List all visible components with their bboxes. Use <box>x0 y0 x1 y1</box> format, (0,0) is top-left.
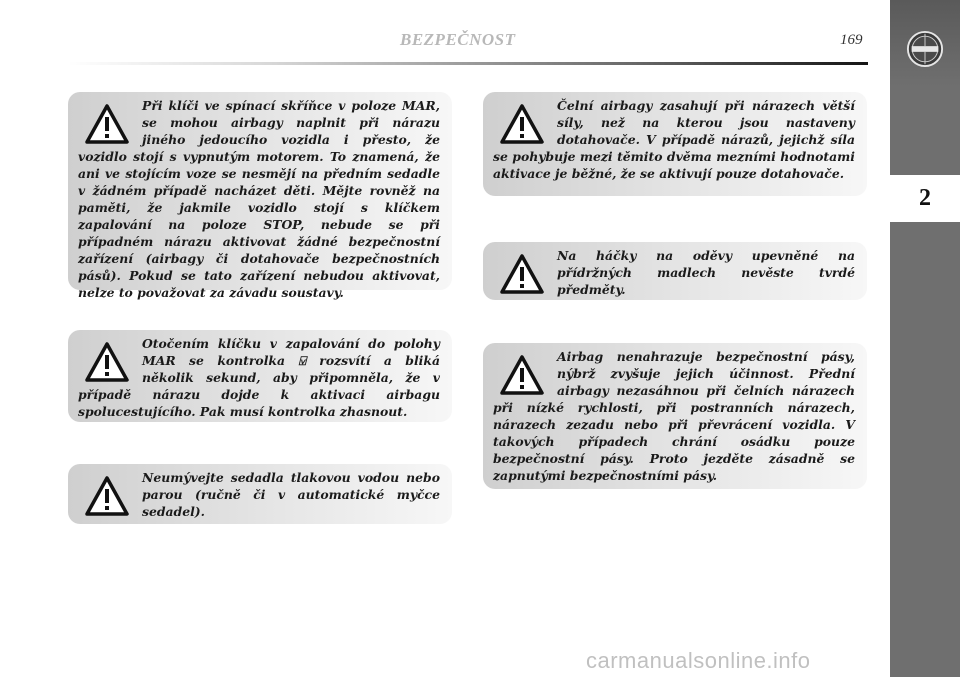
warning-box-mar-position <box>68 92 452 300</box>
warning-triangle-icon <box>499 354 545 396</box>
warning-box-front-airbags <box>483 92 867 196</box>
warning-box-seat-belts <box>483 343 867 489</box>
warning-triangle-icon <box>499 103 545 145</box>
warning-triangle-icon <box>84 475 130 517</box>
warning-text: Čelní airbagy zasahují při nárazech větší síly, než na kterou jsou nastaveny dotahovače. V případě nárazů, jejichž síla se pohybuje mezi těmito dvěma mezními hodnotami aktivace je běžné, že se aktivují pouze dotahovače. <box>493 98 855 181</box>
warning-box-clothes-hooks <box>483 242 867 300</box>
page-number: 169 <box>840 32 863 48</box>
section-title: BEZPEČNOST <box>400 30 516 49</box>
watermark: carmanualsonline.info <box>586 648 811 673</box>
warning-box-seat-washing <box>68 464 452 524</box>
warning-text: Otočením klíčku v zapalování do polohy MAR se kontrolka ⍌ rozsvítí a bliká několik sekund, aby připomněla, že v případě nárazu dojde k aktivaci airbagu spolucestujícího. Pak musí kontrolka zhasnout. <box>78 336 440 419</box>
warning-text: Při klíči ve spínací skříňce v poloze MAR, se mohou airbagy naplnit při nárazu jiného jedoucího vozidla i přesto, že vozidlo stojí s vypnutým motorem. To znamená, že ani ve stojícím voze se nesmějí na předním sedadle v žádném případě nacházet děti. Mějte rovněž na paměti, že jakmile vozidlo stojí s klíčkem zapalování na poloze STOP, nebude se při případném nárazu aktivovat žádné bezpečnostní zařízení (airbagy či dotahovače bezpečnostních pásů). Pokud se tato zařízení nebudou aktivovat, nelze to považovat za závadu soustavy. <box>78 98 440 300</box>
warning-box-key-indicator <box>68 330 452 422</box>
side-band <box>890 0 960 677</box>
warning-text: Na háčky na oděvy upevněné na přídržných madlech nevěste tvrdé předměty. <box>557 248 855 297</box>
chapter-number: 2 <box>919 185 931 211</box>
warning-triangle-icon <box>499 253 545 295</box>
warning-triangle-icon <box>84 103 130 145</box>
warning-text: Neumývejte sedadla tlakovou vodou nebo parou (ručně či v automatické myčce sedadel). <box>142 470 440 519</box>
warning-text: Airbag nenahrazuje bezpečnostní pásy, nýbrž zvyšuje jejich účinnost. Přední airbagy nezasáhnou při čelních nárazech při nízké rychlosti, při postranních nárazech, nárazech zezadu nebo při převrácení vozidla. V takových případech chrání osádku pouze bezpečnostní pásy. Proto jezděte zásadně se zapnutými bezpečnostními pásy. <box>493 349 855 483</box>
lancia-logo <box>906 30 944 68</box>
header-rule <box>68 62 868 65</box>
warning-triangle-icon <box>84 341 130 383</box>
chapter-tab <box>890 175 960 222</box>
